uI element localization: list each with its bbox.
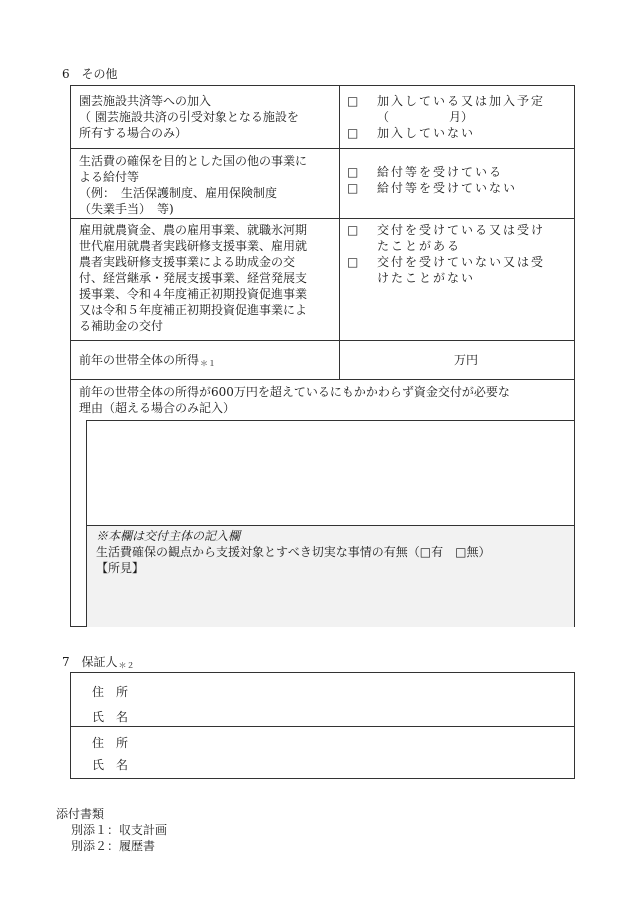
insurance-options: □ 加入している又は加入予定 （ 月） □ 加入していない bbox=[347, 94, 546, 140]
guarantor-2-address-input[interactable] bbox=[151, 731, 566, 751]
benefit-question: 生活費の確保を目的とした国の他の事業に よる給付等 （例： 生活保護制度、雇用保険制度 （失業手当） 等) bbox=[79, 154, 308, 216]
guarantor-2-name-input[interactable] bbox=[151, 754, 566, 774]
admin-opinion-label: 【所見】 bbox=[96, 561, 145, 575]
row-divider bbox=[71, 148, 574, 149]
row-divider bbox=[71, 726, 574, 727]
subsidy-options: □ 交付を受けている又は受け たことがある □ 交付を受けていない又は受 けたことがない bbox=[347, 223, 546, 285]
guarantor-1-address-input[interactable] bbox=[151, 681, 566, 701]
admin-section bbox=[87, 525, 574, 627]
column-divider bbox=[339, 86, 340, 379]
section-7-title: 保証人 bbox=[81, 655, 118, 669]
section-7-heading bbox=[62, 654, 134, 674]
income-unit: 万円 bbox=[454, 353, 479, 367]
attachments-title: 添付書類 bbox=[56, 807, 105, 821]
guarantor-1-name-input[interactable] bbox=[151, 705, 566, 725]
checkbox-benefit-no[interactable]: □ bbox=[347, 181, 361, 195]
section-6-heading bbox=[62, 66, 117, 82]
subsidy-question: 雇用就農資金、農の雇用事業、就職氷河期 世代雇用就農者実践研修支援事業、雇用就 農者実践研修支援事業による助成金の交 付、経営継承・発展支援事業、経営発展支 援事業、令和４年度補正初期投資促進事業 又は令和５年度補正初期投資促進事業によ る補助金の交付 bbox=[79, 223, 308, 333]
footnote-mark-2: ＊２ bbox=[118, 661, 135, 670]
attachment-item: 別添２：履歴書 bbox=[71, 839, 156, 853]
reason-box bbox=[86, 420, 575, 627]
section-7-number: 7 bbox=[62, 655, 70, 669]
section-6-title: その他 bbox=[81, 67, 118, 81]
checkbox-insured[interactable]: □ bbox=[347, 94, 361, 108]
attachment-item: 別添１：収支計画 bbox=[71, 823, 168, 837]
guarantor-2-address-label: 住 所 bbox=[92, 736, 129, 750]
guarantor-2-name-label: 氏 名 bbox=[92, 758, 129, 772]
reason-input[interactable] bbox=[91, 425, 569, 519]
checkbox-subsidy-yes[interactable]: □ bbox=[347, 223, 361, 237]
income-input[interactable] bbox=[347, 348, 447, 372]
insurance-month-field[interactable]: （ 月） bbox=[377, 110, 474, 124]
income-label: 前年の世帯全体の所得$_{*1}$ bbox=[79, 353, 217, 368]
row-divider bbox=[71, 379, 574, 380]
footnote-mark-1: ＊１ bbox=[200, 359, 217, 368]
reason-prompt: 前年の世帯全体の所得が600万円を超えているにもかかわらず資金交付が必要な 理由（超える場合のみ記入） bbox=[79, 385, 510, 415]
section-6-number: 6 bbox=[62, 67, 70, 81]
guarantor-1-name-label: 氏 名 bbox=[92, 710, 129, 724]
checkbox-not-insured[interactable]: □ bbox=[347, 126, 361, 140]
admin-circumstance-line: 生活費確保の観点から支援対象とすべき切実な事情の有無（□有 □無） bbox=[96, 545, 491, 559]
guarantor-table bbox=[70, 672, 575, 779]
insurance-question: 園芸施設共済等への加入 （ 園芸施設共済の引受対象となる施設を 所有する場合のみ） bbox=[79, 94, 299, 140]
checkbox-subsidy-no[interactable]: □ bbox=[347, 255, 361, 269]
checkbox-benefit-yes[interactable]: □ bbox=[347, 165, 361, 179]
admin-title: ※本欄は交付主体の記入欄 bbox=[96, 529, 241, 543]
guarantor-1-address-label: 住 所 bbox=[92, 685, 129, 699]
row-divider bbox=[71, 218, 574, 219]
attachments bbox=[56, 806, 167, 854]
benefit-options: □ 給付等を受けている □ 給付等を受けていない bbox=[347, 165, 518, 195]
row-divider bbox=[71, 340, 574, 341]
